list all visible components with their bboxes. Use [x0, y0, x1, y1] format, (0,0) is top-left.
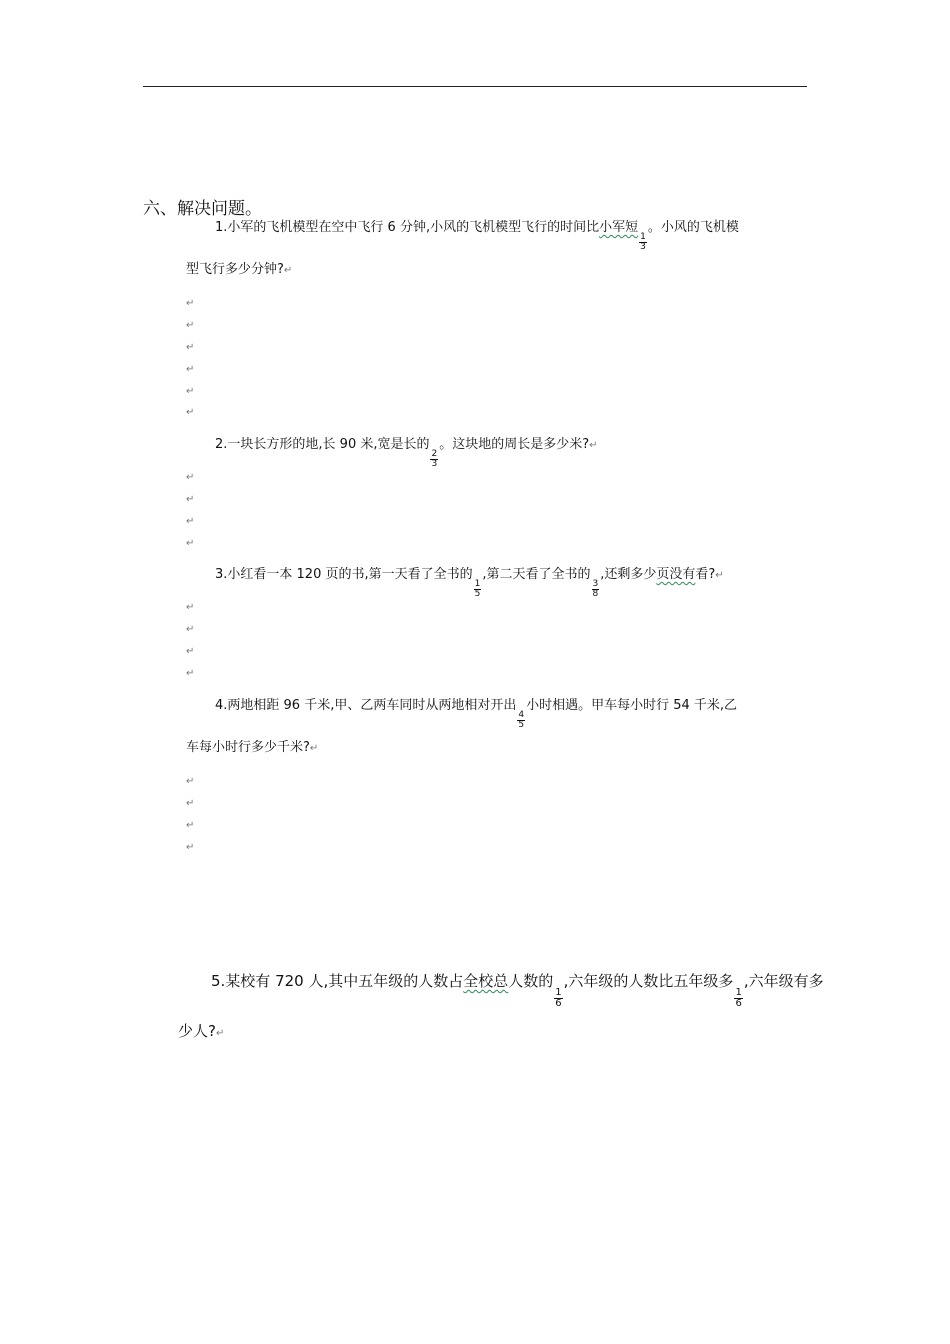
question-5-line-1	[211, 971, 824, 1009]
q4-frac-den: 5	[518, 720, 525, 730]
paragraph-mark-icon: ↵	[186, 798, 195, 809]
paragraph-mark-icon: ↵	[186, 494, 195, 505]
q1-text-b: 。小风的飞机模	[647, 220, 739, 235]
section-heading: 六、解决问题。	[143, 199, 262, 219]
q1-frac-den: 3	[640, 242, 646, 252]
paragraph-mark-icon: ↵	[283, 265, 293, 276]
paragraph-mark-icon: ↵	[186, 472, 195, 483]
question-5-line-2	[178, 1021, 224, 1044]
q1-text-line2: 型飞行多少分钟?	[186, 262, 284, 277]
q3-fraction-1	[474, 580, 482, 599]
q5-text-c: ,六年级的人数比五年级多	[563, 972, 734, 990]
q5-text-d: ,六年级有多	[743, 972, 824, 990]
paragraph-mark-icon: ↵	[186, 646, 195, 657]
q3-frac1-num: 1	[474, 579, 481, 589]
q3-text-c: ,还剩多少	[600, 567, 657, 582]
q2-fraction	[430, 450, 438, 469]
q3-text-d: 看?	[695, 567, 716, 582]
question-4-line-1	[215, 697, 737, 730]
question-1-line-1	[215, 219, 739, 252]
q1-frac-num: 1	[640, 232, 646, 242]
paragraph-mark-icon: ↵	[715, 570, 724, 581]
paragraph-mark-icon: ↵	[186, 820, 195, 831]
q1-fraction	[639, 233, 647, 252]
q5-frac1-num: 1	[555, 987, 562, 998]
q5-fraction-2	[734, 988, 742, 1009]
q2-frac-num: 2	[431, 449, 438, 459]
paragraph-mark-icon: ↵	[186, 342, 195, 353]
q3-wavy-text: 页没有	[656, 567, 696, 582]
q2-text-a: 2.一块长方形的地,长 90 米,宽是长的	[215, 437, 430, 452]
q2-text-b: 。这块地的周长是多少米?	[439, 437, 590, 452]
q5-text-line2: 少人?	[178, 1022, 216, 1040]
question-4-line-2	[186, 739, 318, 758]
q3-frac2-den: 8	[592, 589, 599, 599]
q2-frac-den: 3	[431, 459, 438, 469]
header-rule	[143, 86, 807, 87]
q1-text-a: 1.小军的飞机模型在空中飞行 6 分钟,小风的飞机模型飞行的时间比	[215, 220, 600, 235]
q5-text-a: 5.某校有 720 人,其中五年级的人数占	[211, 972, 464, 990]
q5-wavy-text: 全校总	[463, 972, 509, 990]
paragraph-mark-icon: ↵	[186, 407, 195, 418]
paragraph-mark-icon: ↵	[186, 624, 195, 635]
paragraph-mark-icon: ↵	[186, 516, 195, 527]
paragraph-mark-icon: ↵	[186, 602, 195, 613]
paragraph-mark-icon: ↵	[589, 440, 598, 451]
q4-text-a: 4.两地相距 96 千米,甲、乙两车同时从两地相对开出	[215, 698, 517, 713]
paragraph-mark-icon: ↵	[186, 842, 195, 853]
paragraph-mark-icon: ↵	[186, 538, 195, 549]
q5-frac2-den: 6	[735, 998, 742, 1009]
paragraph-mark-icon: ↵	[186, 776, 195, 787]
q4-frac-num: 4	[518, 710, 525, 720]
q3-frac2-num: 3	[592, 579, 599, 589]
q4-fraction	[517, 711, 525, 730]
paragraph-mark-icon: ↵	[186, 668, 195, 679]
question-1-line-2	[186, 261, 292, 280]
q4-text-line2: 车每小时行多少千米?	[186, 740, 310, 755]
question-3	[215, 566, 724, 599]
paragraph-mark-icon: ↵	[186, 298, 195, 309]
q5-fraction-1	[554, 988, 562, 1009]
paragraph-mark-icon: ↵	[309, 743, 319, 754]
q5-frac2-num: 1	[735, 987, 742, 998]
paragraph-mark-icon: ↵	[186, 364, 195, 375]
paragraph-mark-icon: ↵	[215, 1028, 225, 1039]
paragraph-mark-icon: ↵	[186, 386, 195, 397]
q4-text-b: 小时相遇。甲车每小时行 54 千米,乙	[526, 698, 738, 713]
q3-text-b: ,第二天看了全书的	[482, 567, 591, 582]
q3-frac1-den: 5	[474, 589, 481, 599]
paragraph-mark-icon: ↵	[186, 320, 195, 331]
q1-wavy-text: 小军短	[599, 220, 639, 235]
q3-text-a: 3.小红看一本 120 页的书,第一天看了全书的	[215, 567, 473, 582]
question-2	[215, 436, 598, 469]
q5-frac1-den: 6	[555, 998, 562, 1009]
q3-fraction-2	[592, 580, 600, 599]
q5-text-b: 人数的	[508, 972, 554, 990]
